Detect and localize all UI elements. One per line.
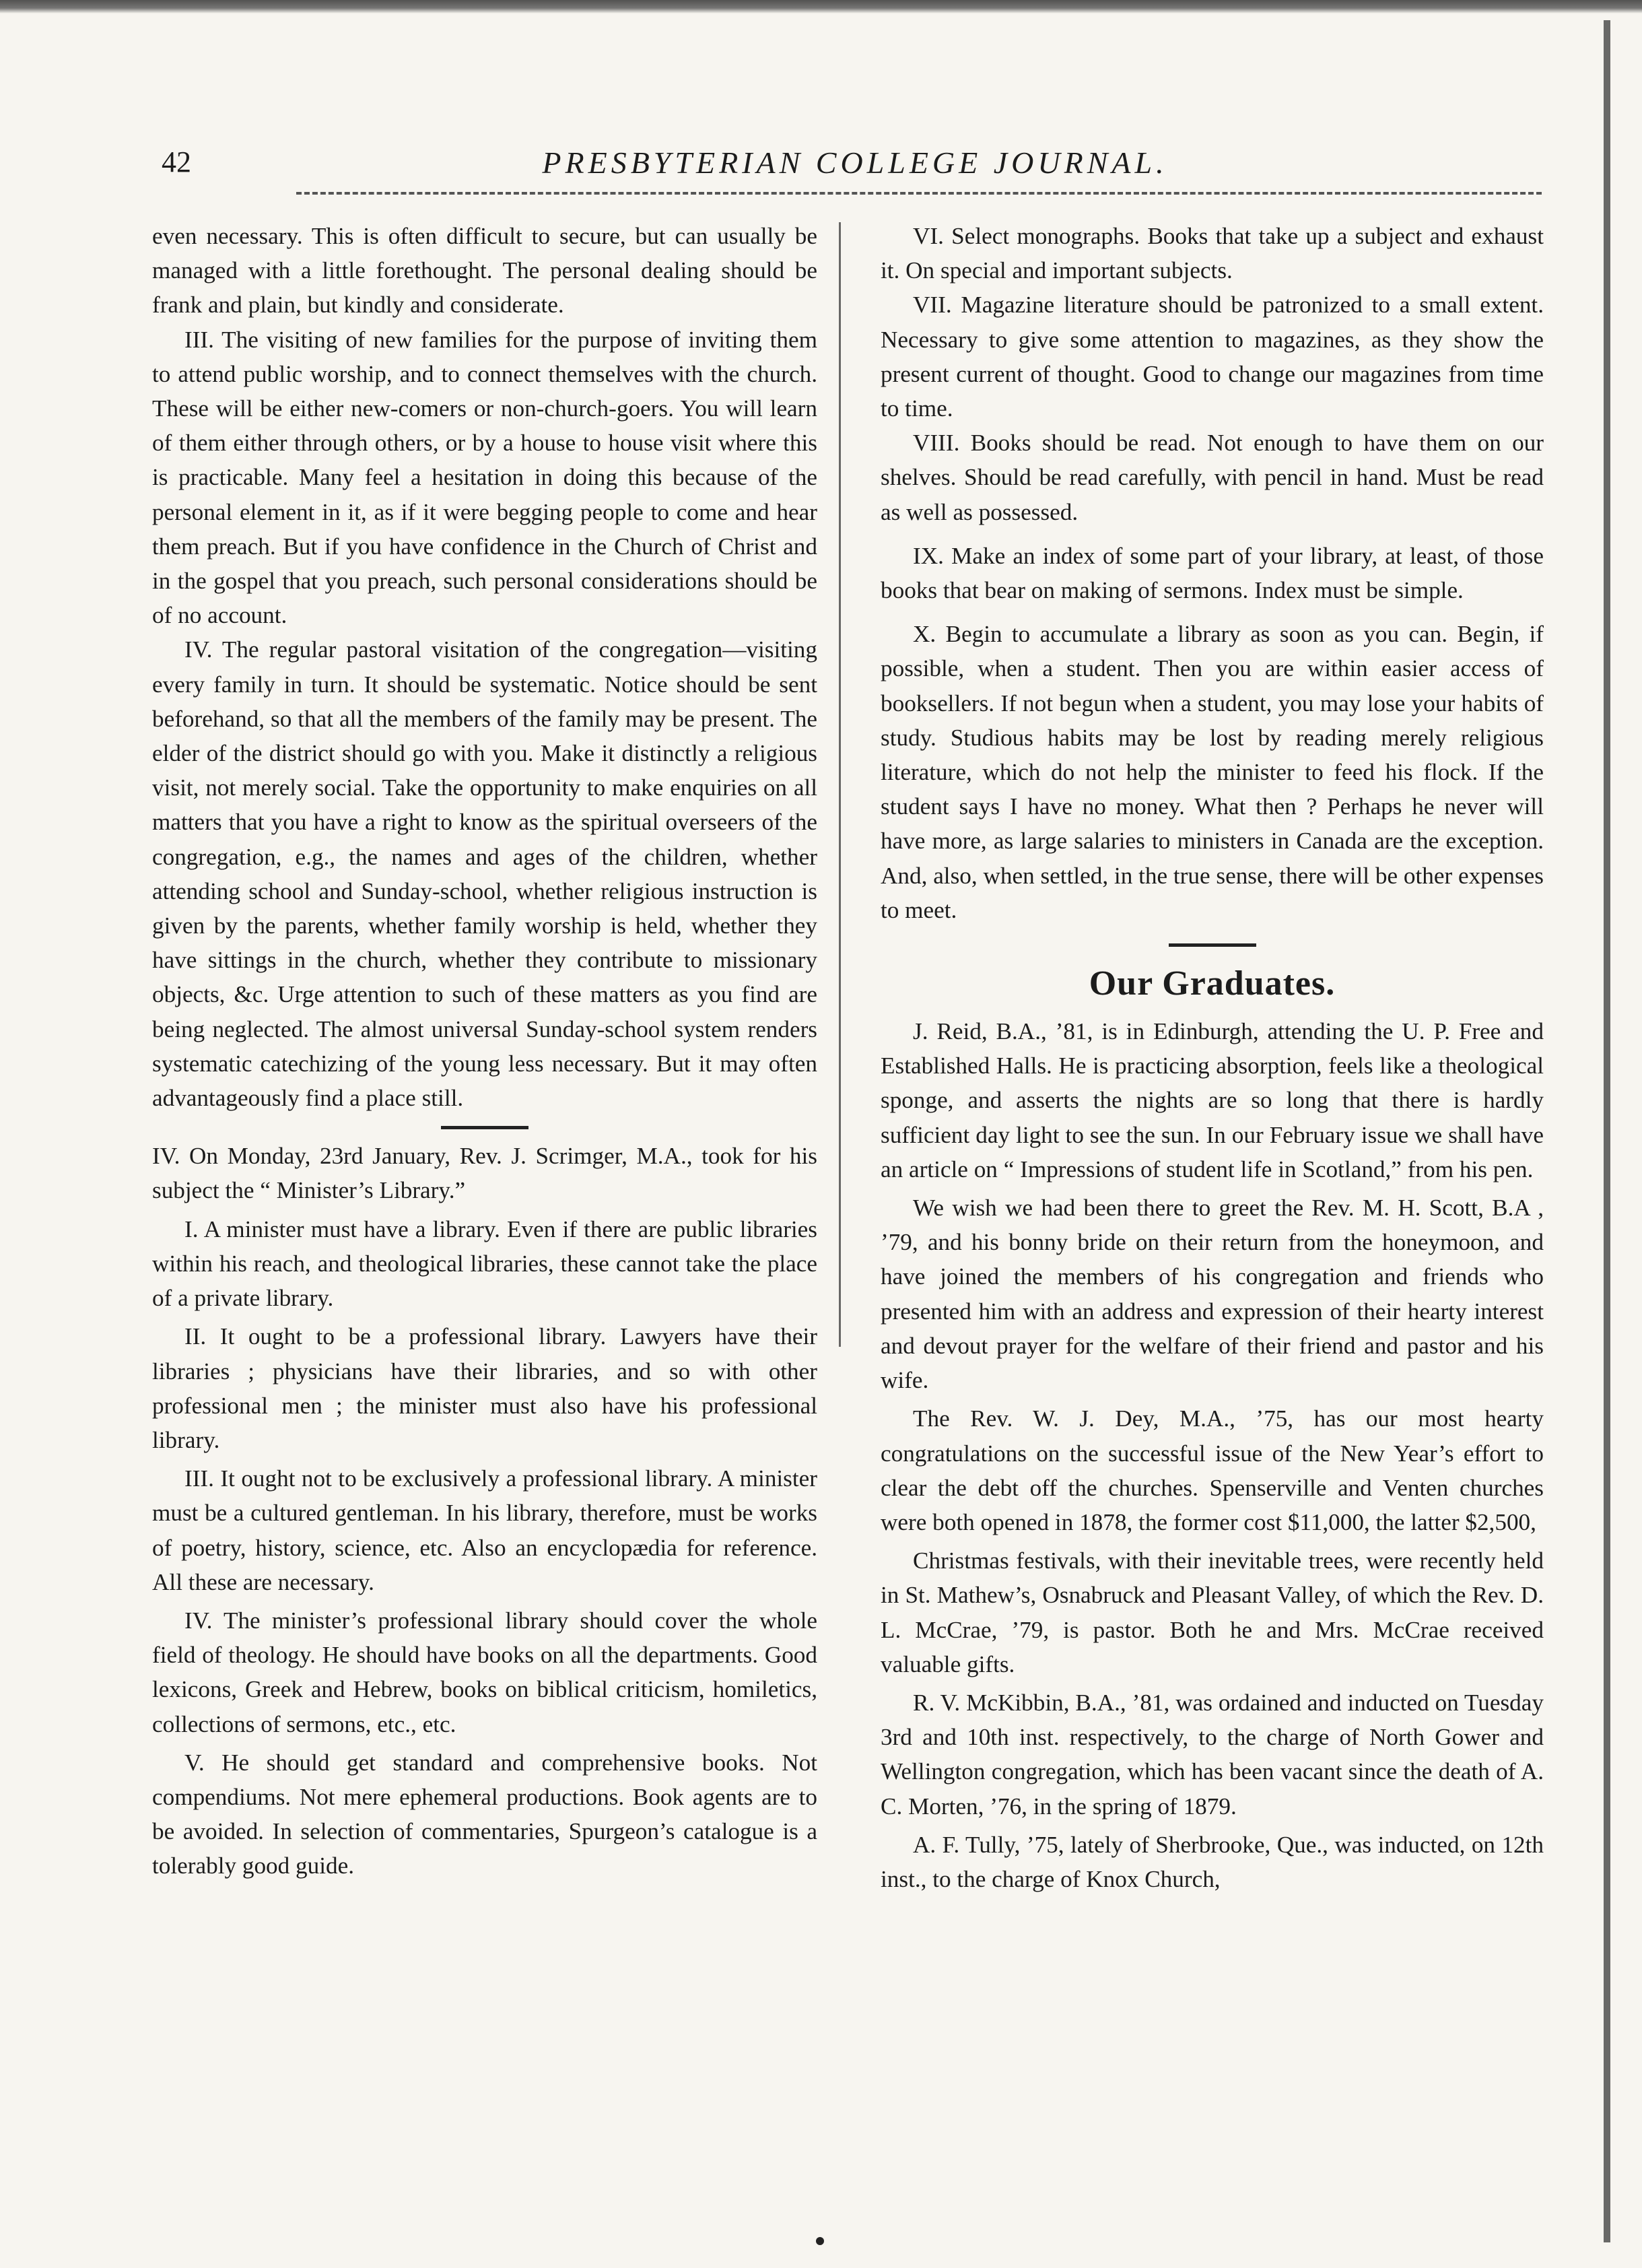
paragraph-library-point-6: VI. Select monographs. Books that take up a subject and exhaust it. On special and important subjects. [881,223,1544,284]
paragraph-library-point-1: I. A minister must have a library. Even if there are public libraries within his reach, and theological libraries, these cannot take the place of a private library. [152,1215,817,1312]
graduate-item: R. V. McKibbin, B.A., ’81, was ordained and inducted on Tuesday 3rd and 10th inst. respectively, to the charge of North Gower and Wellington congregation, which has been vacant since the death of A. C. Morten, ’76, in the spring of 1879. [881,1689,1544,1820]
paragraph-continuation: even necessary. This is often difficult to secure, but can usually be managed with a little forethought. The personal dealing should be frank and plain, but kindly and considerate. [152,223,817,319]
printer-dot [816,2237,824,2245]
graduate-item: J. Reid, B.A., ’81, is in Edinburgh, attending the U. P. Free and Established Halls. He is practicing absorption, feels like a theological sponge, and asserts the nights are so long that there is hardly sufficient day light to see the sun. In our February issue we shall have an article on “ Impressions of student life in Scotland,” from his pen. [881,1018,1544,1182]
paragraph-library-point-4: IV. The minister’s professional library should cover the whole field of theology. He should have books on all the departments. Good lexicons, Greek and Hebrew, books on biblical criticism, homiletics, collections of sermons, etc., etc. [152,1607,817,1737]
page-header [162,145,1548,192]
paragraph-library-point-5: V. He should get standard and comprehensive books. Not compendiums. Not mere ephemeral productions. Book agents are to be avoided. In selection of commentaries, Spurgeon’s catalogue is a tolerably good guide. [152,1749,817,1879]
graduate-item: We wish we had been there to greet the Rev. M. H. Scott, B.A , ’79, and his bonny bride on their return from the honeymoon, and have joined the members of his congregation and friends who presented him with an address and expression of their hearty interest and devout prayer for the welfare of their friend and pastor and his wife. [881,1195,1544,1394]
left-column [152,219,817,1883]
graduate-item: The Rev. W. J. Dey, M.A., ’75, has our most hearty congratulations on the successful issue of the New Year’s effort to clear the debt off the churches. Spenserville and Venten churches were both opened in 1878, the former cost $11,000, the latter $2,500, [881,1405,1544,1535]
paragraph-library-point-10: X. Begin to accumulate a library as soon as you can. Begin, if possible, when a student. Then you are within easier access of booksellers. If not begun when a student, you may lose your habits of study. Studious habits may be lost by reading merely religious literature, which do not help the minister to feed his flock. If the student says I have no money. What then ? Perhaps he never will have more, as large salaries to ministers in Canada are the exception. And, also, when settled, in the true sense, there will be other expenses to meet. [881,621,1544,923]
paragraph-library-point-8: VIII. Books should be read. Not enough to have them on our shelves. Should be read carefully, with pencil in hand. Must be read as well as possessed. [881,430,1544,525]
section-divider [1169,943,1256,947]
paragraph-visiting-new-families: III. The visiting of new families for the purpose of inviting them to attend public worship, and to connect themselves with the church. These will be either new-comers or non-church-goers. You will learn of them either through others, or by a house to house visit where this is practicable. Many feel a hesitation in doing this because of the personal element in it, as if it were begging people to come and hear them preach. But if you have confidence in the Church of Christ and in the gospel that you preach, such personal considerations should be of no account. [152,326,817,629]
paragraph-ministers-library-intro: IV. On Monday, 23rd January, Rev. J. Scrimger, M.A., took for his subject the “ Minister’s Library.” [152,1143,817,1204]
section-divider [441,1126,528,1129]
paragraph-pastoral-visitation: IV. The regular pastoral visitation of the congregation—visiting every family in turn. It should be systematic. Notice should be sent beforehand, so that all the members of the family may be present. The elder of the district should go with you. Make it distinctly a religious visit, not merely social. Take the opportunity to make enquiries on all matters that you have a right to know as the spiritual overseers of the congregation, e.g., the names and ages of the children, whether attending school and Sunday-school, whether religious instruction is given by the parents, whether family worship is held, whether they have sittings in the church, whether they contribute to missionary objects, &c. Urge attention to such of these matters as you find are being neglected. The almost universal Sunday-school system renders systematic catechizing of the young less necessary. But it may often advantageously find a place still. [152,636,817,1112]
paragraph-library-point-7: VII. Magazine literature should be patronized to a small extent. Necessary to give some attention to magazines, as they show the present current of thought. Good to change our magazines from time to time. [881,292,1544,422]
page-edge-shadow [1604,20,1610,2242]
graduate-item: A. F. Tully, ’75, lately of Sherbrooke, Que., was inducted, on 12th inst., to the charge of Knox Church, [881,1831,1544,1892]
page-number: 42 [162,145,191,178]
graduate-item: Christmas festivals, with their inevitable trees, were recently held in St. Mathew’s, Osnabruck and Pleasant Valley, of which the Rev. D. L. McCrae, ’79, is pastor. Both he and Mrs. McCrae received valuable gifts. [881,1547,1544,1677]
right-column [881,219,1544,1896]
column-divider [839,222,841,1347]
journal-title: PRESBYTERIAN COLLEGE JOURNAL. [542,145,1168,180]
paragraph-library-point-2: II. It ought to be a professional library. Lawyers have their libraries ; physicians have their libraries, and so with other professional men ; the minister must also have his professional library. [152,1323,817,1453]
top-border-rule [0,0,1642,13]
header-rule [296,192,1542,195]
paragraph-library-point-3: III. It ought not to be exclusively a professional library. A minister must be a cultured gentleman. In his library, therefore, must be works of poetry, history, science, etc. Also an encyclopædia for reference. All these are necessary. [152,1465,817,1595]
paragraph-library-point-9: IX. Make an index of some part of your library, at least, of those books that bear on making of sermons. Index must be simple. [881,542,1544,604]
our-graduates-heading: Our Graduates. [1089,964,1336,1003]
